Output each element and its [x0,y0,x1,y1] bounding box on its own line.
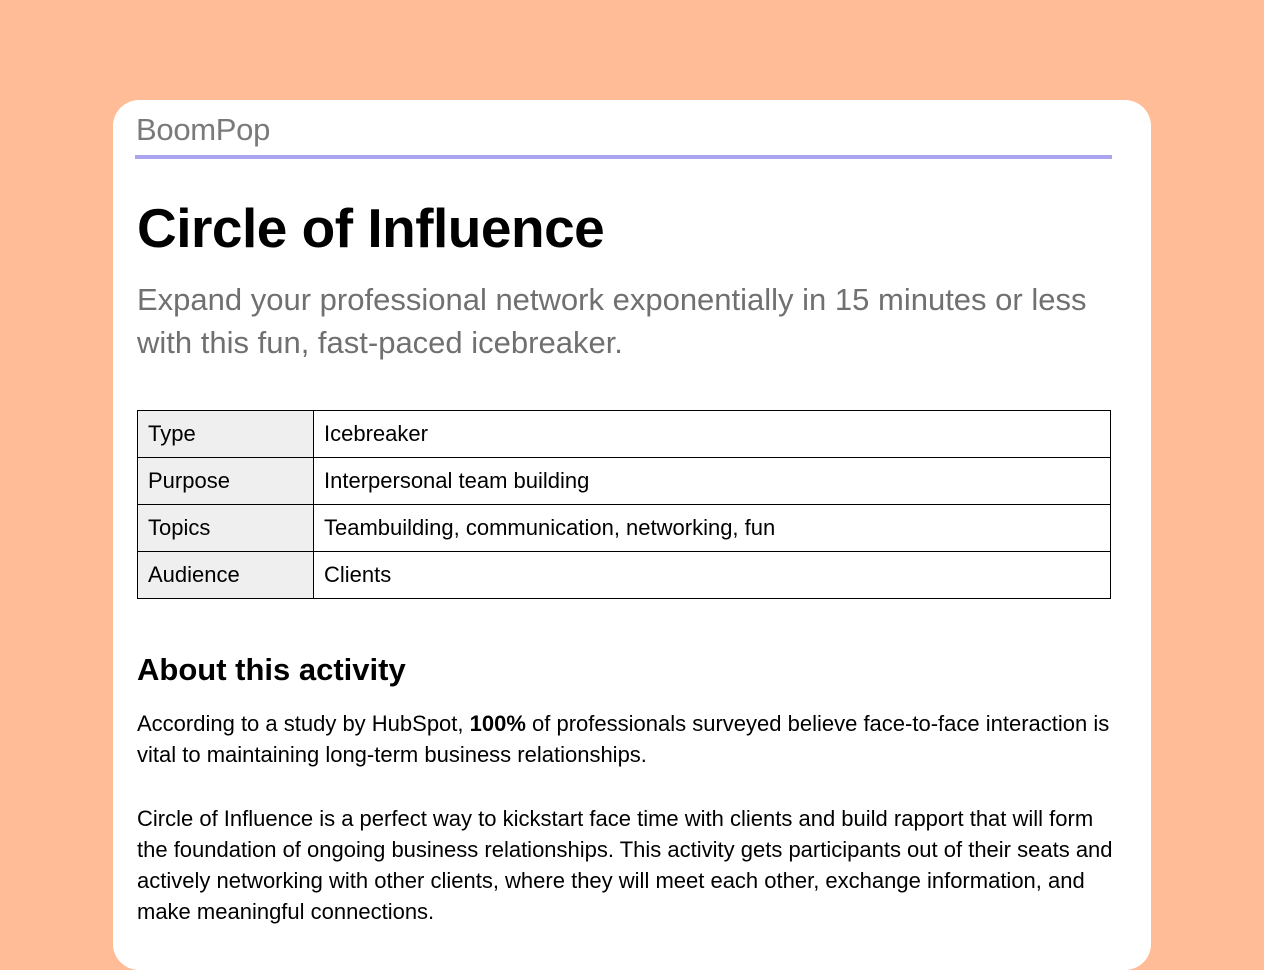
table-key-cell: Type [138,411,314,458]
about-paragraph-1-highlight: 100% [469,711,526,736]
section-heading-about: About this activity [137,652,406,687]
document-card [113,100,1151,970]
page-subtitle: Expand your professional network exponentially in 15 minutes or less with this fun, fast-paced icebreaker. [137,282,1087,360]
about-paragraph-1-text: According to a study by HubSpot, [137,711,470,736]
table-value-cell: Icebreaker [314,411,1111,458]
table-value-cell: Interpersonal team building [314,458,1111,505]
brand-logo: BoomPop [136,112,271,147]
table-row [138,458,1111,505]
about-paragraph-2: Circle of Influence is a perfect way to kickstart face time with clients and build rapport that will form the foundation of ongoing business relationships. This activity gets participants out of their seats and actively networking with other clients, where they will meet each other, exchange information, and make meaningful connections. [137,806,1113,924]
about-paragraph-1 [137,708,1117,770]
page-title: Circle of Influence [137,197,605,259]
table-row [138,505,1111,552]
table-row [138,411,1111,458]
table-key-cell: Audience [138,552,314,599]
about-paragraph-1-text-rest: of professionals surveyed believe face-to-face interaction is vital to maintaining long-term business relationships. [137,711,1110,767]
table-row [138,552,1111,599]
table-value-cell: Clients [314,552,1111,599]
table-value-cell: Teambuilding, communication, networking, fun [314,505,1111,552]
brand-divider [135,155,1112,159]
activity-info-table [137,410,1111,599]
table-key-cell: Purpose [138,458,314,505]
table-key-cell: Topics [138,505,314,552]
